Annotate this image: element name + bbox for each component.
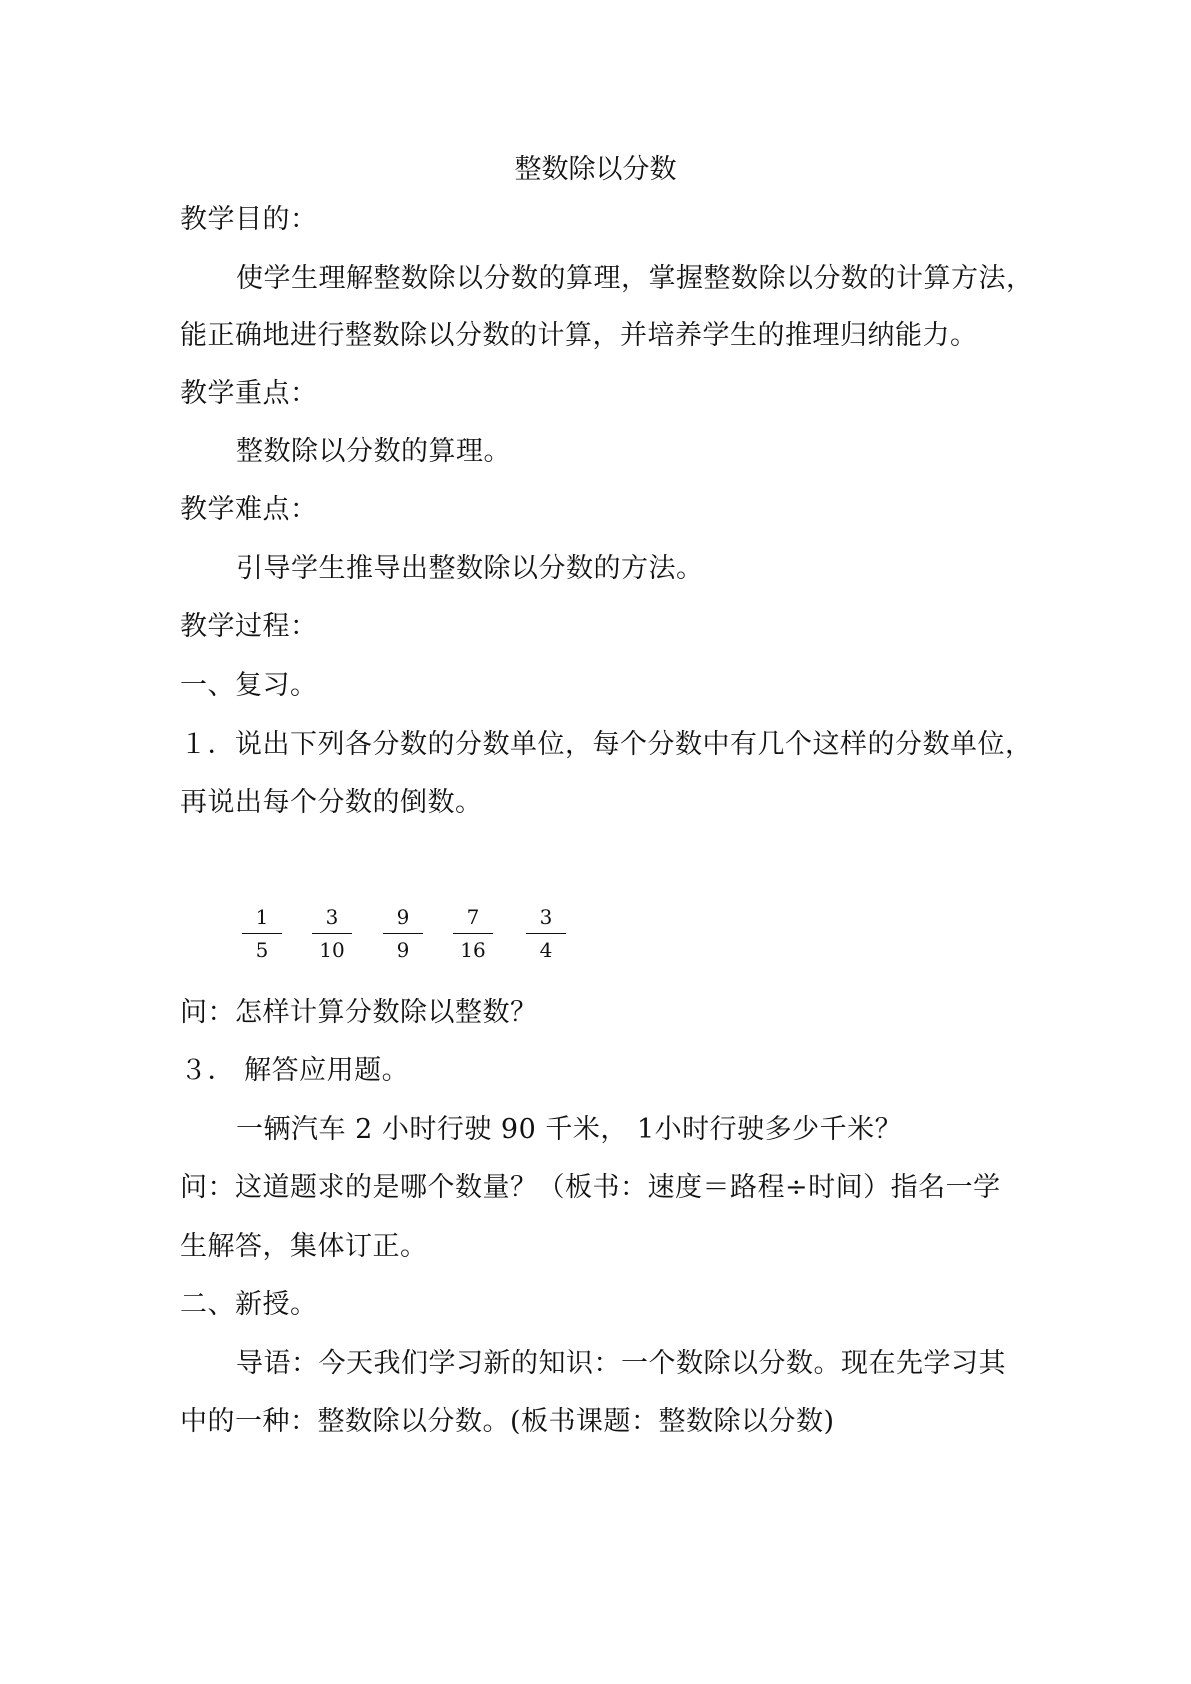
item-3-heading: ３． 解答应用题。 (180, 1055, 410, 1086)
fraction-1 (242, 905, 282, 964)
fraction-numerator: 9 (396, 905, 410, 929)
fraction-3 (383, 905, 423, 964)
fraction-denominator: 10 (319, 938, 345, 962)
key-point-heading: 教学重点： (180, 378, 318, 409)
fraction-bar (526, 933, 566, 934)
fraction-bar (453, 933, 493, 934)
document-title: 整数除以分数 (514, 154, 677, 185)
section-two-heading: 二、新授。 (180, 1289, 318, 1320)
fraction-4 (453, 905, 493, 964)
teaching-goal-line-2: 能正确地进行整数除以分数的计算，并培养学生的推理归纳能力。 (180, 320, 978, 351)
intro-line-1: 导语：今天我们学习新的知识：一个数除以分数。现在先学习其 (236, 1348, 1006, 1379)
process-heading: 教学过程： (180, 611, 318, 642)
fraction-denominator: 5 (255, 938, 269, 962)
difficulty-text: 引导学生推导出整数除以分数的方法。 (236, 553, 704, 584)
fraction-bar (242, 933, 282, 934)
key-point-text: 整数除以分数的算理。 (236, 436, 511, 467)
fraction-denominator: 4 (539, 938, 553, 962)
fraction-2 (312, 905, 352, 964)
teaching-goal-line-1: 使学生理解整数除以分数的算理，掌握整数除以分数的计算方法， (236, 263, 1034, 294)
fraction-numerator: 3 (539, 905, 553, 929)
difficulty-heading: 教学难点： (180, 494, 318, 525)
question-2-line-1: 问：这道题求的是哪个数量？（板书：速度＝路程÷时间）指名一学 (180, 1172, 1001, 1203)
section-one-heading: 一、复习。 (180, 670, 318, 701)
intro-line-2: 中的一种：整数除以分数。(板书课题：整数除以分数) (180, 1406, 835, 1437)
fraction-numerator: 3 (325, 905, 339, 929)
fraction-numerator: 1 (255, 905, 269, 929)
fraction-bar (312, 933, 352, 934)
item-1-line-2: 再说出每个分数的倒数。 (180, 787, 483, 818)
question-2-line-2: 生解答，集体订正。 (180, 1231, 428, 1262)
teaching-goal-heading: 教学目的： (180, 204, 318, 235)
fraction-bar (383, 933, 423, 934)
question-1: 问：怎样计算分数除以整数？ (180, 997, 538, 1028)
word-problem: 一辆汽车 2 小时行驶 90 千米， 1小时行驶多少千米？ (236, 1114, 903, 1145)
item-1-line-1: １．说出下列各分数的分数单位，每个分数中有几个这样的分数单位， (180, 729, 1033, 760)
fraction-denominator: 9 (396, 938, 410, 962)
fraction-denominator: 16 (460, 938, 486, 962)
fraction-5 (526, 905, 566, 964)
fraction-numerator: 7 (466, 905, 480, 929)
fraction-list (0, 905, 700, 975)
